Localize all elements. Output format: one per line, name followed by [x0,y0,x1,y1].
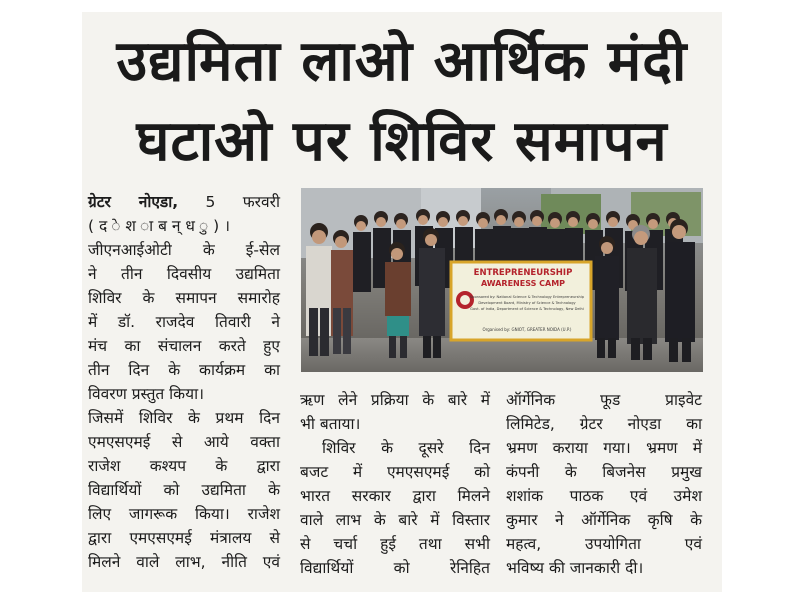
headline-line-1: उद्यमिता लाओ आर्थिक मंदी [116,29,688,94]
article-line: लिमिटेड, ग्रेटर नोएडा का [506,415,702,433]
article-line: राजेश कश्यप के द्वारा [88,457,280,475]
article-line: जिसमें शिविर के प्रथम दिन [88,409,280,427]
article-line: मंच का संचालन करते हुए [88,337,280,355]
article-line: भारत सरकार द्वारा मिलने [300,487,490,505]
event-group-photo [301,188,703,372]
newspaper-clipping [82,12,722,592]
article-line: बजट में एमएसएमई को [300,463,490,481]
banner-sponsor-line-2: Development Board, Ministry of Science & Technology [478,301,576,305]
article-line: ऋण लेने प्रक्रिया के बारे में [300,391,490,409]
article-column-2 [300,388,490,580]
group-photo-illustration [301,188,703,372]
article-line: में डॉ. राजदेव तिवारी ने [88,313,280,331]
article-line: मिलने वाले लाभ, नीति एवं [88,553,280,571]
article-line: शशांक पाठक एवं उमेश [506,487,702,505]
banner-sponsor-line-3: Govt. of India, Department of Science & Technology, New Delhi [470,307,584,311]
article-line: शिविर के समापन समारोह [88,289,280,307]
article-line: भी बताया। [300,415,361,433]
article-line: ऑर्गेनिक फूड प्राइवेट [506,391,702,409]
article-line: भविष्य की जानकारी दी। [506,559,644,577]
article-column-1 [88,190,280,574]
article-line: कंपनी के बिजनेस प्रमुख [506,463,702,481]
article-column-3 [506,388,702,580]
article-line: से चर्चा हुई तथा सभी [300,535,490,553]
article-line: महत्व, उपयोगिता एवं [506,535,702,553]
article-line: तीन दिन के कार्यक्रम का [88,361,280,379]
article-line: विवरण प्रस्तुत किया। [88,385,204,403]
article-line: ने तीन दिवसीय उद्यमिता [88,265,280,283]
banner-subtitle: AWARENESS CAMP [480,279,566,288]
dateline [88,190,280,214]
article-line: कुमार ने ऑर्गेनिक कृषि के [506,511,702,529]
banner-sponsor-line-1: Sponsored by: National Science & Technology Entrepreneurship [469,295,585,299]
article-line: लिए जागरूक किया। राजेश [88,505,280,523]
article-line: द्वारा एमएसएमई मंत्रालय से [88,529,280,547]
banner-footer: Organised by: GNIOT, GREATER NOIDA (U.P.) [482,327,572,332]
headline-line-2: घटाओ पर शिविर समापन [136,109,668,174]
article-line: जीएनआईओटी के ई-सेल [88,241,280,259]
article-line: भ्रमण कराया गया। भ्रमण में [506,439,702,457]
article-line: विद्यार्थियों को रेनिहित [300,559,490,577]
byline: ( द े श ा ब न् ध ु ) । [88,217,230,235]
article-line: शिविर के दूसरे दिन [322,439,490,457]
dateline-place: ग्रेटर नोएडा, [88,193,179,211]
dateline-date: 5 फरवरी [205,193,280,211]
camp-banner [451,262,591,340]
article-line: वाले लाभ के बारे में विस्तार [300,511,490,529]
banner-title: ENTREPRENEURSHIP [473,268,573,278]
article-line: एमएसएमई से आये वक्ता [88,433,280,451]
article-line: विद्यार्थियों को उद्यमिता के [88,481,280,499]
